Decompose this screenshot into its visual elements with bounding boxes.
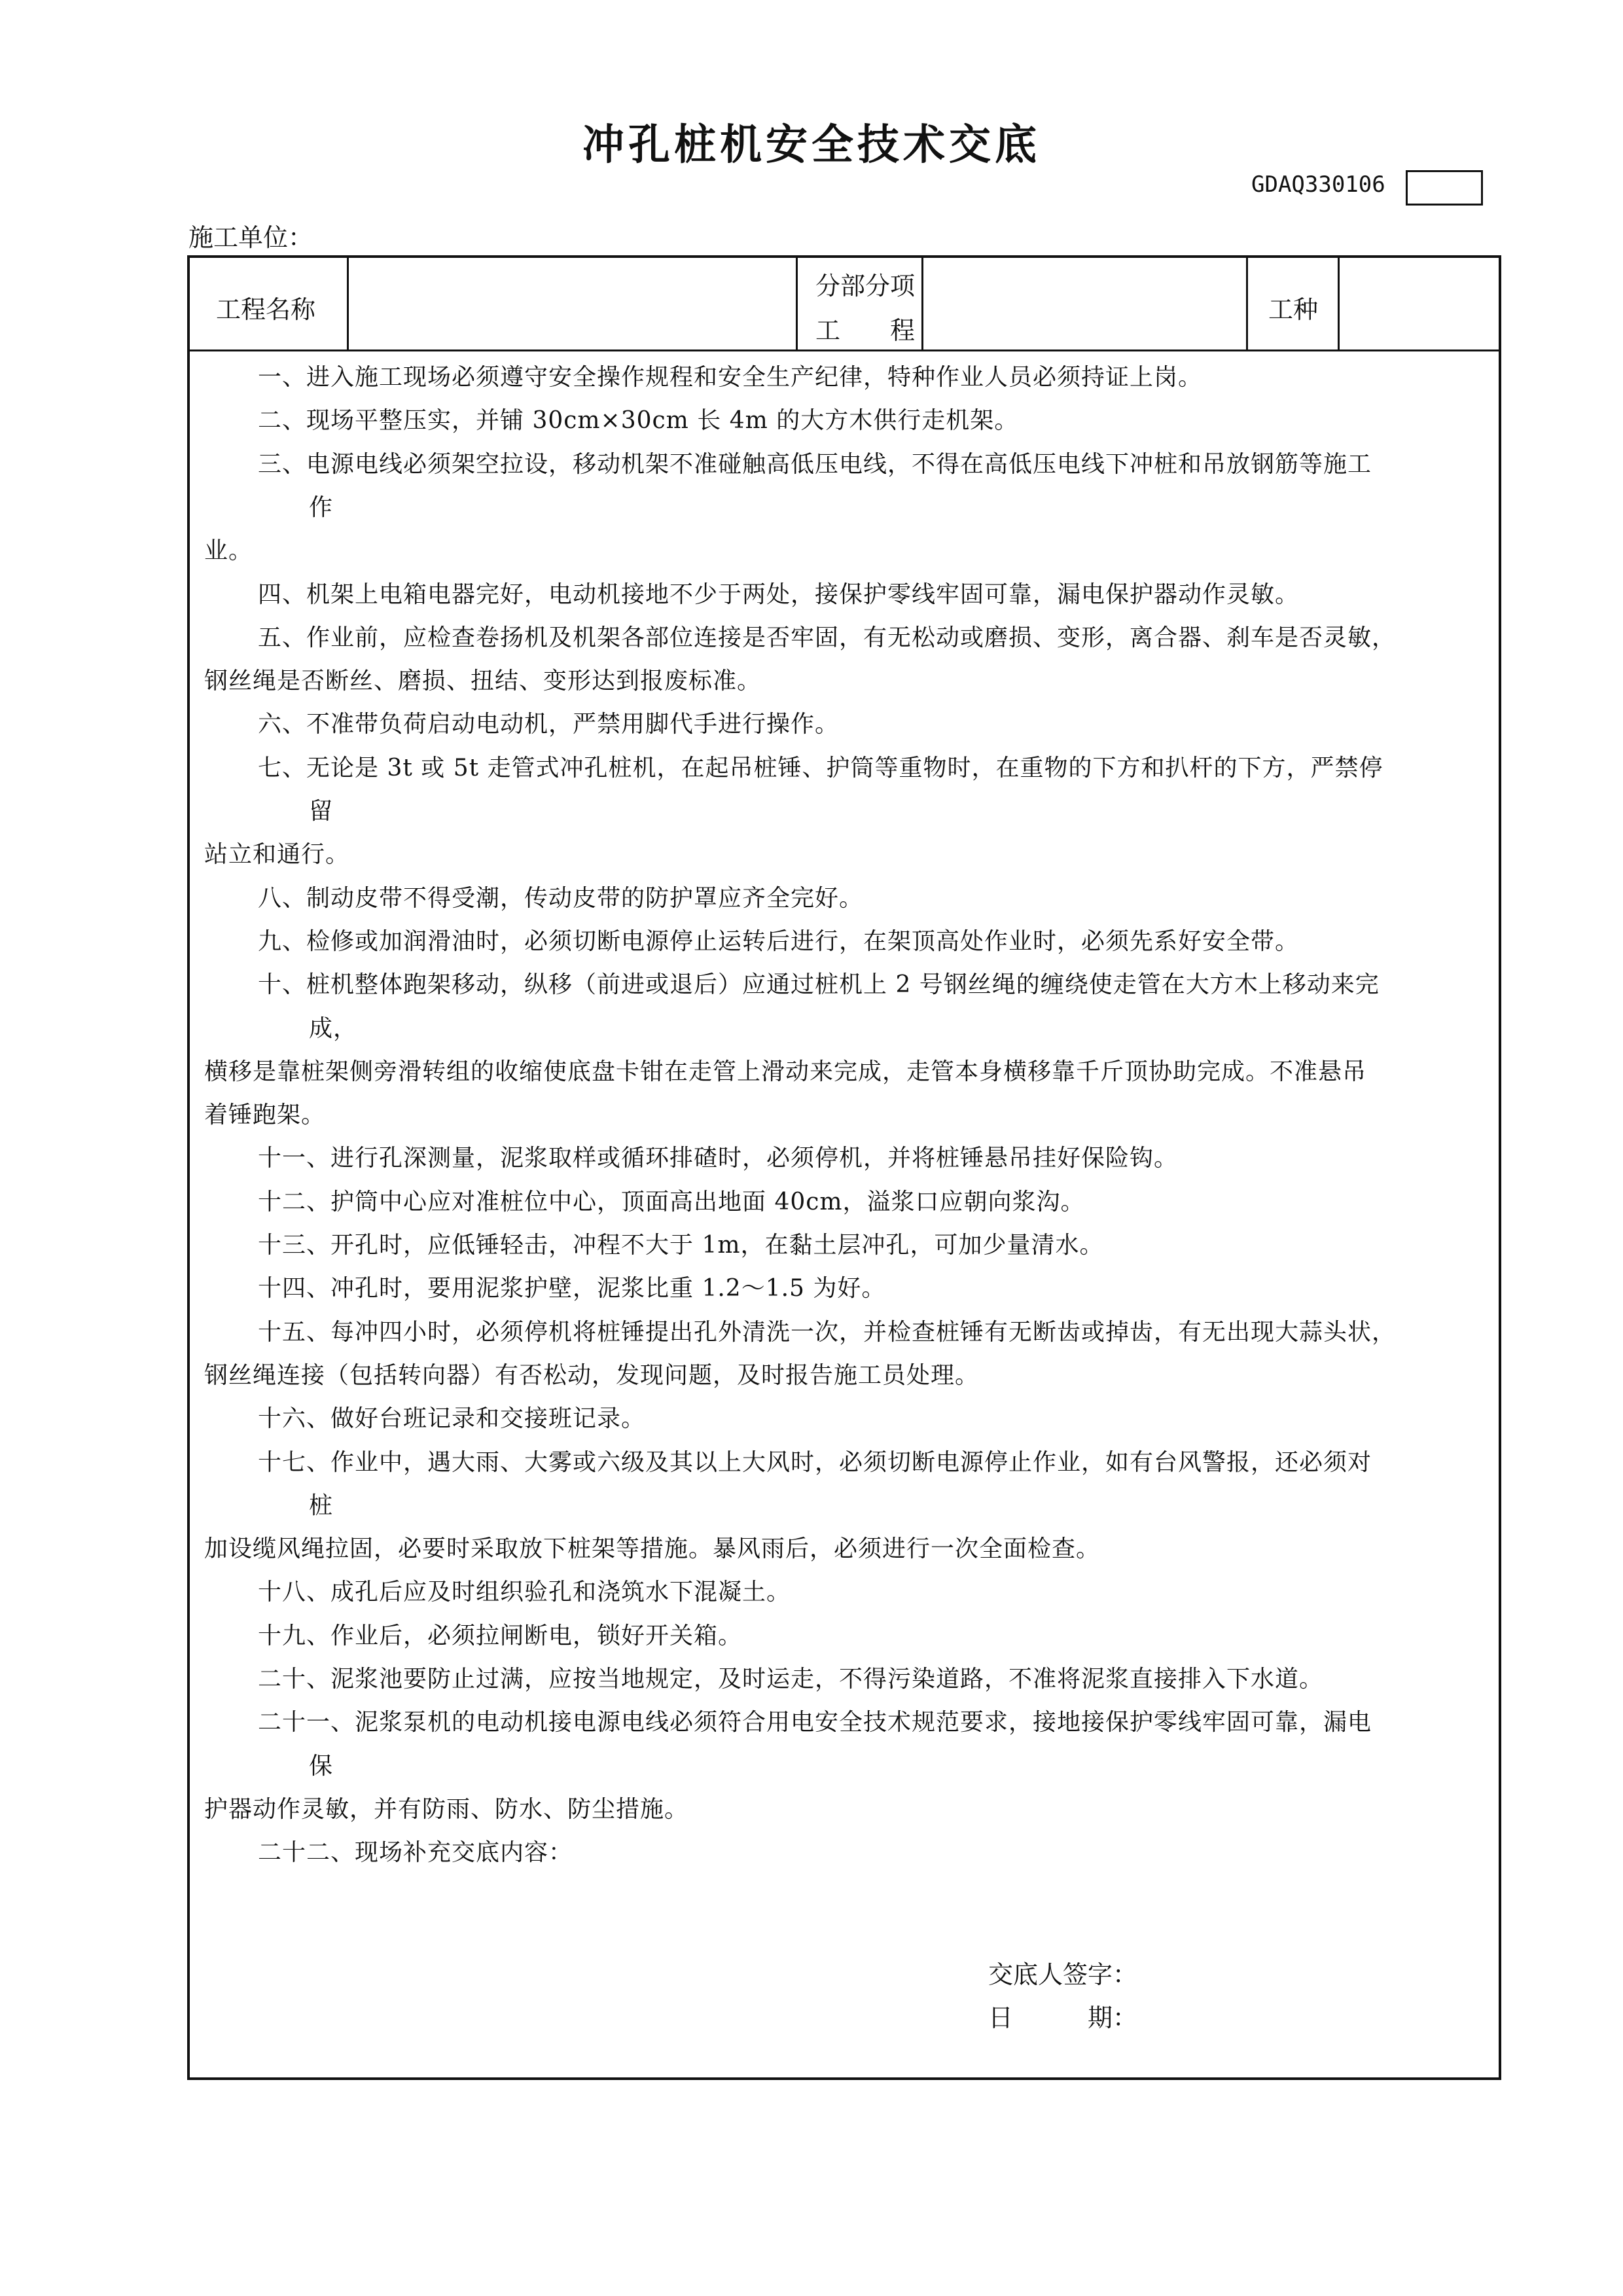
content-line: 保	[309, 1752, 334, 1780]
content-line: 成，	[309, 1014, 358, 1042]
content-line: 二十一、泥浆泵机的电动机接电源电线必须符合用电安全技术规范要求，接地接保护零线牢固可靠，漏电	[258, 1709, 1372, 1736]
sub-item-value[interactable]	[928, 264, 1294, 343]
content-line: 钢丝绳连接（包括转向器）有否松动，发现问题，及时报告施工员处理。	[204, 1361, 980, 1389]
content-line: 八、制动皮带不得受潮，传动皮带的防护罩应齐全完好。	[258, 884, 864, 912]
content-line: 三、电源电线必须架空拉设，移动机架不准碰触高低压电线，不得在高低压电线下冲桩和吊放钢筋等施工	[258, 450, 1372, 478]
content-line: 十三、开孔时，应低锤轻击，冲程不大于 1m，在黏土层冲孔，可加少量清水。	[258, 1232, 1104, 1259]
content-line: 十六、做好台班记录和交接班记录。	[258, 1405, 646, 1433]
content-line: 业。	[204, 537, 253, 565]
divider	[921, 258, 923, 350]
content-line: 十、桩机整体跑架移动，纵移（前进或退后）应通过桩机上 2 号钢丝绳的缠绕使走管在大方木上移动来完	[258, 971, 1380, 999]
divider	[1246, 258, 1248, 350]
form-header-row	[190, 258, 1499, 351]
content-line: 护器动作灵敏，并有防雨、防水、防尘措施。	[204, 1795, 689, 1823]
divider	[1338, 258, 1340, 350]
project-name-value[interactable]	[353, 264, 785, 343]
content-line: 九、检修或加润滑油时，必须切断电源停止运转后进行，在架顶高处作业时，必须先系好安全带。	[258, 927, 1300, 955]
content-line: 十八、成孔后应及时组织验孔和浇筑水下混凝土。	[258, 1579, 791, 1606]
date-label: 日 期：	[988, 2003, 1138, 2032]
content-line: 四、机架上电箱电器完好，电动机接地不少于两处，接保护零线牢固可靠，漏电保护器动作灵敏。	[258, 581, 1300, 608]
content-line: 五、作业前，应检查卷扬机及机架各部位连接是否牢固，有无松动或磨损、变形，离合器、刹车是否灵敏，	[258, 624, 1397, 651]
content-line: 站立和通行。	[204, 841, 350, 869]
project-name-label: 工程名称	[216, 295, 316, 324]
code-box	[1406, 170, 1483, 206]
content-line: 钢丝绳是否断丝、磨损、扭结、变形达到报废标准。	[204, 668, 762, 695]
content-line: 加设缆风绳拉固，必要时采取放下桩架等措施。暴风雨后，必须进行一次全面检查。	[204, 1535, 1101, 1563]
content-line: 七、无论是 3t 或 5t 走管式冲孔桩机，在起吊桩锤、护筒等重物时，在重物的下方和扒杆的下方，严禁停	[258, 754, 1383, 781]
content-line: 留	[309, 798, 334, 825]
content-line: 二十二、现场补充交底内容：	[258, 1839, 573, 1867]
content-line: 作	[309, 493, 334, 521]
content-line: 二、现场平整压实，并铺 30cm×30cm 长 4m 的大方木供行走机架。	[258, 407, 1019, 435]
sub-item-label-2: 工 程	[815, 316, 916, 345]
content-line: 十七、作业中，遇大雨、大雾或六级及其以上大风时，必须切断电源停止作业，如有台风警报，还必须对	[258, 1448, 1372, 1476]
divider	[796, 258, 798, 350]
content-line: 横移是靠桩架侧旁滑转组的收缩使底盘卡钳在走管上滑动来完成，走管本身横移靠千斤顶协助完成。不准悬吊	[204, 1058, 1367, 1085]
content-line: 一、进入施工现场必须遵守安全操作规程和安全生产纪律，特种作业人员必须持证上岗。	[258, 364, 1203, 391]
content-line: 十四、冲孔时，要用泥浆护壁，泥浆比重 1.2～1.5 为好。	[258, 1275, 886, 1302]
content-line: 十二、护筒中心应对准桩位中心，顶面高出地面 40cm，溢浆口应朝向浆沟。	[258, 1188, 1085, 1215]
document-code: GDAQ330106	[1251, 171, 1385, 198]
content-line: 六、不准带负荷启动电动机，严禁用脚代手进行操作。	[258, 711, 840, 738]
signer-label: 交底人签字：	[988, 1960, 1138, 1989]
content-line: 十五、每冲四小时，必须停机将桩锤提出孔外清洗一次，并检查桩锤有无断齿或掉齿，有无出现大蒜头状，	[258, 1318, 1397, 1346]
content-line: 二十、泥浆池要防止过满，应按当地规定，及时运走，不得污染道路，不准将泥浆直接排入下水道。	[258, 1666, 1324, 1693]
disclosure-form	[187, 255, 1501, 2080]
sub-item-label-1: 分部分项	[815, 272, 916, 300]
content-line: 十九、作业后，必须拉闸断电，锁好开关箱。	[258, 1622, 743, 1649]
work-type-label: 工种	[1268, 295, 1319, 324]
divider	[347, 258, 349, 350]
content-line: 桩	[309, 1492, 334, 1519]
work-type-value[interactable]	[1344, 264, 1492, 343]
content-line: 着锤跑架。	[204, 1102, 326, 1129]
page-title: 冲孔桩机安全技术交底	[582, 121, 1041, 170]
construction-unit-label: 施工单位：	[188, 223, 313, 252]
content-line: 十一、进行孔深测量，泥浆取样或循环排碴时，必须停机，并将桩锤悬吊挂好保险钩。	[258, 1145, 1179, 1172]
